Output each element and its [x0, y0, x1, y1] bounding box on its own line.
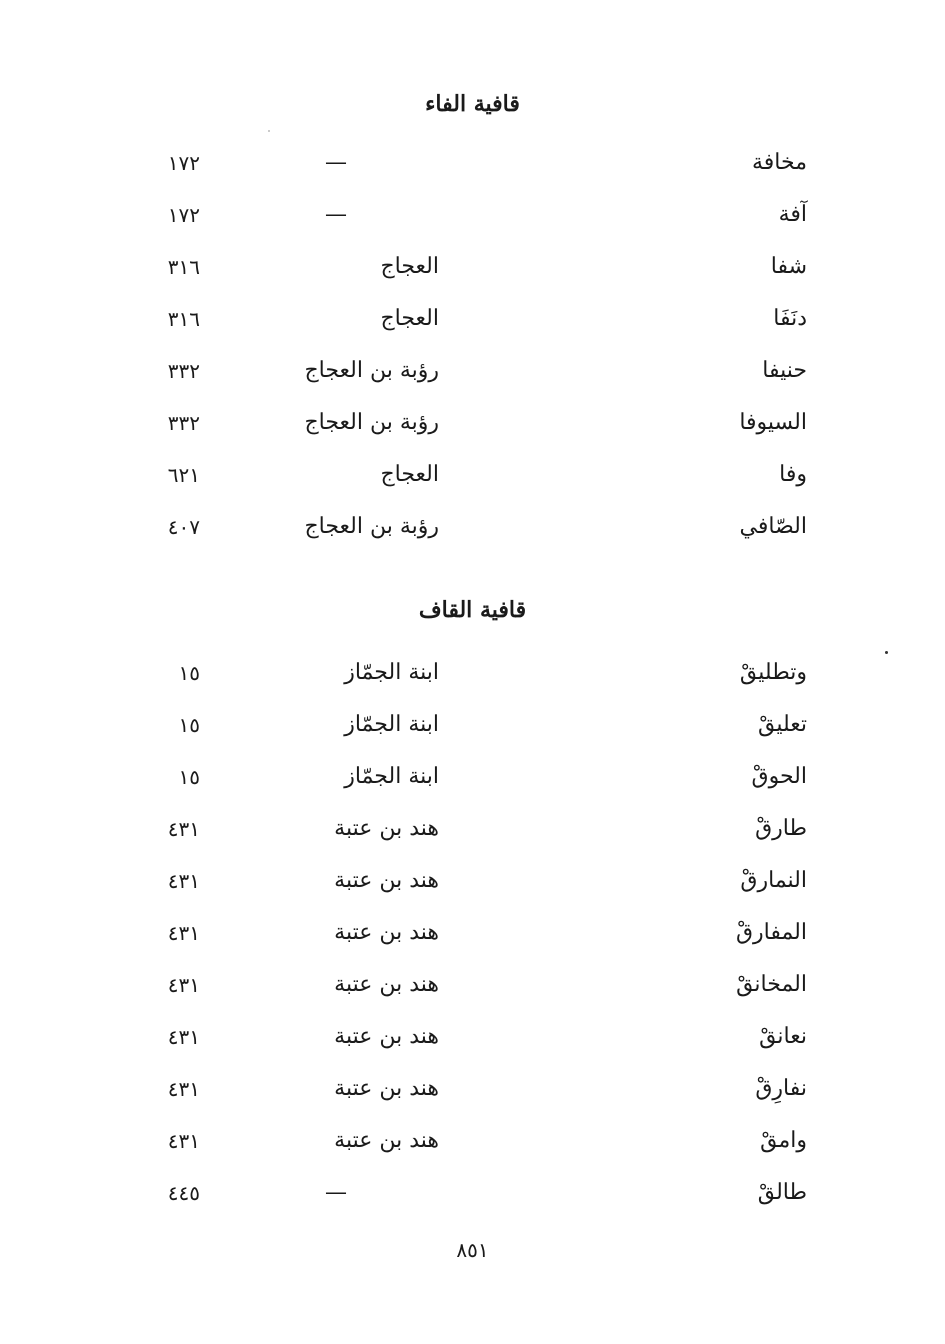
- table-row: [0, 705, 945, 757]
- section-fa-rows: [0, 143, 945, 559]
- rhyme-word: المخانقْ: [736, 972, 807, 997]
- rhyme-word: آفة: [778, 202, 807, 227]
- page-reference: ٦٢١: [167, 463, 200, 487]
- scan-speck: [885, 651, 888, 654]
- rhyme-word: شفا: [770, 254, 807, 279]
- table-row: [0, 653, 945, 705]
- poet-name: هند بن عتبة: [334, 1128, 439, 1153]
- page-reference: ١٥: [178, 765, 200, 789]
- rhyme-word: نعانقْ: [759, 1024, 807, 1049]
- page-reference: ١٥: [178, 713, 200, 737]
- poet-name: هند بن عتبة: [334, 972, 439, 997]
- rhyme-word: طالقْ: [757, 1180, 807, 1205]
- table-row: [0, 965, 945, 1017]
- table-row: [0, 455, 945, 507]
- rhyme-word: مخافة: [752, 150, 807, 175]
- page-number: ٨٥١: [456, 1238, 489, 1262]
- poet-name: هند بن عتبة: [334, 1024, 439, 1049]
- poet-name: رؤبة بن العجاج: [304, 514, 439, 539]
- table-row: [0, 757, 945, 809]
- poet-name: —: [325, 202, 347, 227]
- poet-name: ابنة الجمّاز: [344, 712, 439, 737]
- page-reference: ٣٣٢: [167, 359, 200, 383]
- page-reference: ٤٣١: [167, 1077, 200, 1101]
- poet-name: هند بن عتبة: [334, 920, 439, 945]
- page-reference: ٣٣٢: [167, 411, 200, 435]
- table-row: [0, 507, 945, 559]
- table-row: [0, 913, 945, 965]
- poet-name: ابنة الجمّاز: [344, 660, 439, 685]
- rhyme-word: وفا: [779, 462, 807, 487]
- page-reference: ٤٣١: [167, 817, 200, 841]
- page-reference: ١٥: [178, 661, 200, 685]
- rhyme-word: تعليقْ: [757, 712, 807, 737]
- table-row: [0, 861, 945, 913]
- page-reference: ٤٣١: [167, 1025, 200, 1049]
- poet-name: —: [325, 150, 347, 175]
- page-reference: ٤٠٧: [167, 515, 200, 539]
- page-reference: ١٧٢: [167, 203, 200, 227]
- table-row: [0, 403, 945, 455]
- rhyme-word: دنَفَا: [773, 306, 807, 331]
- table-row: [0, 809, 945, 861]
- rhyme-word: وتطليقْ: [739, 660, 807, 685]
- page-reference: ٤٣١: [167, 973, 200, 997]
- poet-name: رؤبة بن العجاج: [304, 410, 439, 435]
- page-reference: ١٧٢: [167, 151, 200, 175]
- section-qaf-rows: [0, 653, 945, 1225]
- table-row: [0, 195, 945, 247]
- table-row: [0, 299, 945, 351]
- table-row: [0, 1069, 945, 1121]
- rhyme-word: نفارِقْ: [755, 1076, 807, 1101]
- section-title-fa: قافية الفاء: [425, 91, 520, 117]
- page-reference: ٤٣١: [167, 921, 200, 945]
- page-reference: ٤٣١: [167, 869, 200, 893]
- rhyme-word: السيوفا: [739, 410, 807, 435]
- rhyme-word: المفارقْ: [735, 920, 807, 945]
- poet-name: —: [325, 1180, 347, 1205]
- poet-name: العجاج: [380, 462, 439, 487]
- rhyme-word: النمارقْ: [740, 868, 807, 893]
- rhyme-word: الصّافي: [739, 514, 807, 539]
- poet-name: رؤبة بن العجاج: [304, 358, 439, 383]
- poet-name: العجاج: [380, 254, 439, 279]
- rhyme-word: الحوقْ: [751, 764, 807, 789]
- page-reference: ٣١٦: [167, 255, 200, 279]
- table-row: [0, 351, 945, 403]
- poet-name: هند بن عتبة: [334, 868, 439, 893]
- poet-name: العجاج: [380, 306, 439, 331]
- page-reference: ٤٤٥: [167, 1181, 200, 1205]
- poet-name: ابنة الجمّاز: [344, 764, 439, 789]
- section-title-qaf: قافية القاف: [418, 597, 527, 623]
- rhyme-word: حنيفا: [762, 358, 807, 383]
- page-reference: ٣١٦: [167, 307, 200, 331]
- table-row: [0, 1017, 945, 1069]
- rhyme-word: وامقْ: [760, 1128, 807, 1153]
- table-row: [0, 1121, 945, 1173]
- table-row: [0, 1173, 945, 1225]
- table-row: [0, 143, 945, 195]
- poet-name: هند بن عتبة: [334, 1076, 439, 1101]
- table-row: [0, 247, 945, 299]
- poet-name: هند بن عتبة: [334, 816, 439, 841]
- scan-speck: [268, 130, 270, 132]
- rhyme-word: طارقْ: [755, 816, 807, 841]
- page-reference: ٤٣١: [167, 1129, 200, 1153]
